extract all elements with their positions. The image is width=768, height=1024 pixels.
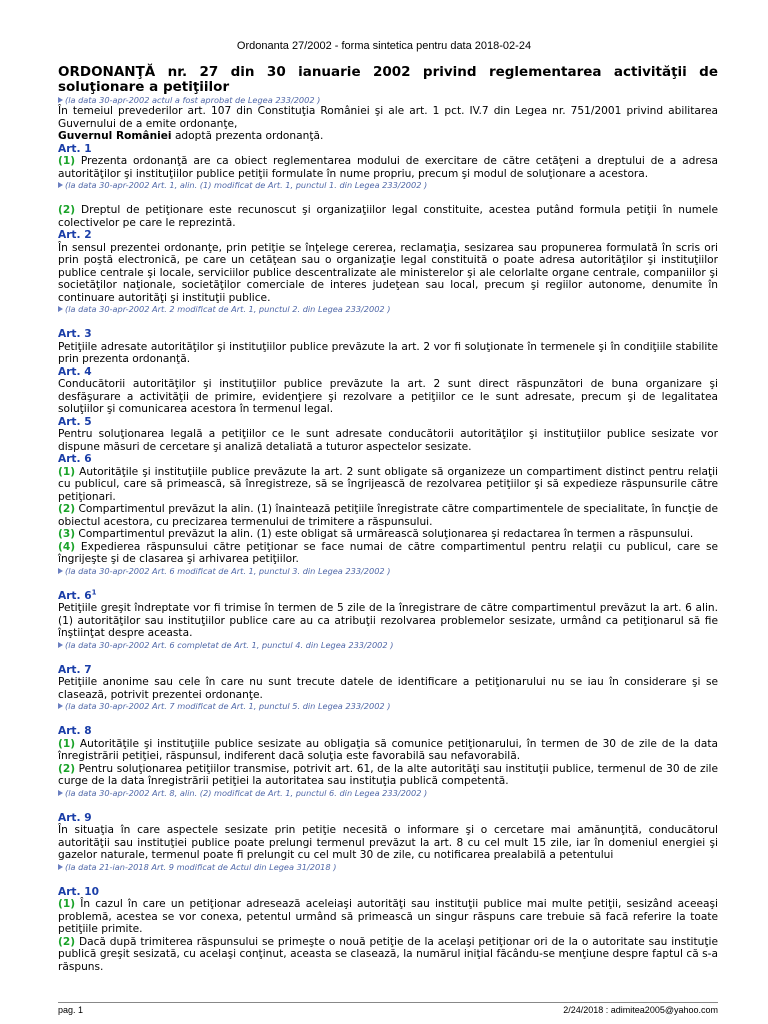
amendment-arrow-icon <box>58 182 63 188</box>
amendment-arrow-icon <box>58 790 63 796</box>
amendment-arrow-icon <box>58 568 63 574</box>
paragraph: (1) Autorităţile şi instituţiile publice prevăzute la art. 2 sunt obligate să organizeze un compartiment distinct pentru relaţii cu publicul, care să primească, să înregistreze, să se îngrijească de rezolvarea petiţiilor şi să expedieze răspunsurile către petiţionari. <box>58 465 718 503</box>
article-heading: Art. $6^1$ <box>58 587 97 602</box>
article-heading: Art. 4 <box>58 365 92 378</box>
amendment-note[interactable]: (la data 21-ian-2018 Art. 9 modificat de Actul din Legea 31/2018 ) <box>58 862 718 872</box>
article-heading: Art. 5 <box>58 415 92 428</box>
paragraph: (2) Dreptul de petiţionare este recunoscut şi organizaţiilor legal constituite, acestea putând formula petiţii în numele colectivelor pe care le reprezintă. <box>58 204 718 229</box>
paragraph: Petiţiile anonime sau cele în care nu sunt trecute datele de identificare a petiţionarului nu se iau în considerare şi se clasează, potrivit prezentei ordonanţe. <box>58 676 718 701</box>
article-heading: Art. 1 <box>58 142 92 155</box>
paragraph: (2) Pentru soluţionarea petiţiilor transmise, potrivit art. 61, de la alte autorităţi sau instituţii publice, termenul de 30 de zile curge de la data înregistrării petiţiei la autoritatea sau instituţia publică competentă. <box>58 762 718 787</box>
amendment-note[interactable]: (la data 30-apr-2002 Art. 1, alin. (1) modificat de Art. 1, punctul 1. din Legea 233/2002 ) <box>58 180 718 190</box>
paragraph: (3) Compartimentul prevăzut la alin. (1) este obligat să urmărească soluţionarea şi redactarea în termen a răspunsului. <box>58 528 694 540</box>
amendment-arrow-icon <box>58 97 63 103</box>
paragraph: Pentru soluţionarea legală a petiţiilor ce le sunt adresate conducătorii autorităţilor şi instituţiilor publice sesizate vor dispune măsuri de cercetare şi analiză detaliată a tuturor aspectelor sesizate. <box>58 428 718 453</box>
paragraph: (2) Dacă după trimiterea răspunsului se primeşte o nouă petiţie de la acelaşi petiţionar ori de la o autoritate sau instituţie publică greşit sesizată, cu acelaşi conţinut, aceasta se clasează, la numărul iniţial făcându-se menţiune despre faptul că s-a răspuns. <box>58 935 718 973</box>
page-header: Ordonanta 27/2002 - forma sintetica pentru data 2018-02-24 <box>236 40 532 52</box>
article-heading: Art. 2 <box>58 229 92 241</box>
document-title: ORDONANŢĂ nr. 27 din 30 ianuarie 2002 privind reglementarea activităţii de soluţionare a petiţiilor <box>58 64 718 95</box>
paragraph: În situaţia în care aspectele sesizate prin petiţie necesită o informare şi o cercetare mai amănunţită, conducătorul autorităţii sau instituţiei publice poate prelungi termenul prevăzut la art. 8 cu cel mult 15 zile, iar în domeniul energiei şi gazelor naturale, termenul poate fi prelungit cu cel mult 30 de zile, cu notificarea prealabilă a petentului <box>58 824 718 861</box>
amendment-note[interactable]: (la data 30-apr-2002 Art. 2 modificat de Art. 1, punctul 2. din Legea 233/2002 ) <box>58 304 718 314</box>
amendment-note[interactable]: (la data 30-apr-2002 Art. 7 modificat de Art. 1, punctul 5. din Legea 233/2002 ) <box>58 701 718 711</box>
page-number: pag. 1 <box>58 1005 84 1015</box>
article-heading: Art. 6 <box>58 453 92 465</box>
amendment-arrow-icon <box>58 703 63 709</box>
paragraph: În sensul prezentei ordonanţe, prin petiţie se înţelege cererea, reclamaţia, sesizarea sau propunerea formulată în scris ori prin poştă electronică, pe care un cetăţean sau o organizaţie legal constituită o poate adresa autorităţilor şi instituţiilor publice centrale şi locale, serviciilor publice descentralizate ale ministerelor şi ale celorlalte organe centrale, companiilor şi societăţilor naţionale, societăţilor comerciale de interes judeţean sau local, precum şi regiilor autonome, denumite în continuare autorităţi şi instituţii publice. <box>58 241 718 304</box>
intro-text: În temeiul prevederilor art. 107 din Constituţia României şi ale art. 1 pct. IV.7 din Legea nr. 751/2001 privind abilitarea Guvernului de a emite ordonanţe, <box>58 105 718 130</box>
document-body <box>58 65 718 973</box>
amendment-note[interactable]: (la data 30-apr-2002 actul a fost aprobat de Legea 233/2002 ) <box>58 95 718 105</box>
paragraph: (1) Autorităţile şi instituţiile publice sesizate au obligaţia să comunice petiţionarului, în termen de 30 de zile de la data înregistrării petiţiei, răspunsul, indiferent dacă soluţia este favorabilă sau nefavorabilă. <box>58 737 718 762</box>
paragraph: (2) Compartimentul prevăzut la alin. (1) înaintează petiţiile înregistrate către compartimentele de specialitate, în funcţie de obiectul acestora, cu precizarea termenului de trimitere a răspunsului. <box>58 503 718 528</box>
amendment-note[interactable]: (la data 30-apr-2002 Art. 6 modificat de Art. 1, punctul 3. din Legea 233/2002 ) <box>58 566 718 576</box>
paragraph: (1) Prezenta ordonanţă are ca obiect reglementarea modului de exercitare de către cetăţeni a dreptului de a adresa autorităţilor şi instituţiilor publice petiţii formulate în nume propriu, precum şi modul de soluţionare a acestora. <box>58 155 718 180</box>
amendment-note[interactable]: (la data 30-apr-2002 Art. 6 completat de Art. 1, punctul 4. din Legea 233/2002 ) <box>58 640 718 650</box>
amendment-note[interactable]: (la data 30-apr-2002 Art. 8, alin. (2) modificat de Art. 1, punctul 6. din Legea 233/2002 ) <box>58 788 718 798</box>
paragraph: (1) În cazul în care un petiţionar adresează aceleiaşi autorităţi sau instituţii publice mai multe petiţii, sesizând aceeaşi problemă, acestea se vor conexa, petentul urmând să primească un singur răspuns care trebuie să facă referire la toate petiţiile primite. <box>58 898 718 935</box>
article-heading: Art. 3 <box>58 328 92 340</box>
article-heading: Art. 7 <box>58 663 92 676</box>
paragraph: Petiţiile greşit îndreptate vor fi trimise în termen de 5 zile de la înregistrare de către compartimentul prevăzut la art. 6 alin. (1) autorităţilor sau instituţiilor publice care au ca atribuţii rezolvarea problemelor sesizate, urmând ca petiţionarul să fie înştiinţat despre aceasta. <box>58 602 718 639</box>
article-heading: Art. 9 <box>58 811 92 824</box>
paragraph: Conducătorii autorităţilor şi instituţiilor publice prevăzute la art. 2 sunt direct răspunzători de buna organizare şi desfăşurare a activităţii de primire, evidenţiere şi rezolvare a petiţiilor ce le sunt adresate, precum şi de legalitatea soluţiilor şi comunicarea acestora în termenul legal. <box>58 378 718 415</box>
page-footer <box>58 1002 718 1015</box>
paragraph: Petiţiile adresate autorităţilor şi instituţiilor publice prevăzute la art. 2 vor fi soluţionate în termenele şi în condiţiile stabilite prin prezenta ordonanţă. <box>58 340 718 365</box>
amendment-arrow-icon <box>58 864 63 870</box>
paragraph: (4) Expedierea răspunsului către petiţionar se face numai de către compartimentul pentru relaţii cu publicul, care se îngrijeşte şi de clasarea şi arhivarea petiţiilor. <box>58 540 718 565</box>
amendment-arrow-icon <box>58 306 63 312</box>
intro-text-2: Guvernul României adoptă prezenta ordonanţă. <box>58 130 324 142</box>
footer-info: 2/24/2018 : adimitea2005@yahoo.com <box>563 1005 718 1015</box>
article-heading: Art. 8 <box>58 725 92 737</box>
amendment-arrow-icon <box>58 642 63 648</box>
article-heading: Art. 10 <box>58 885 99 898</box>
